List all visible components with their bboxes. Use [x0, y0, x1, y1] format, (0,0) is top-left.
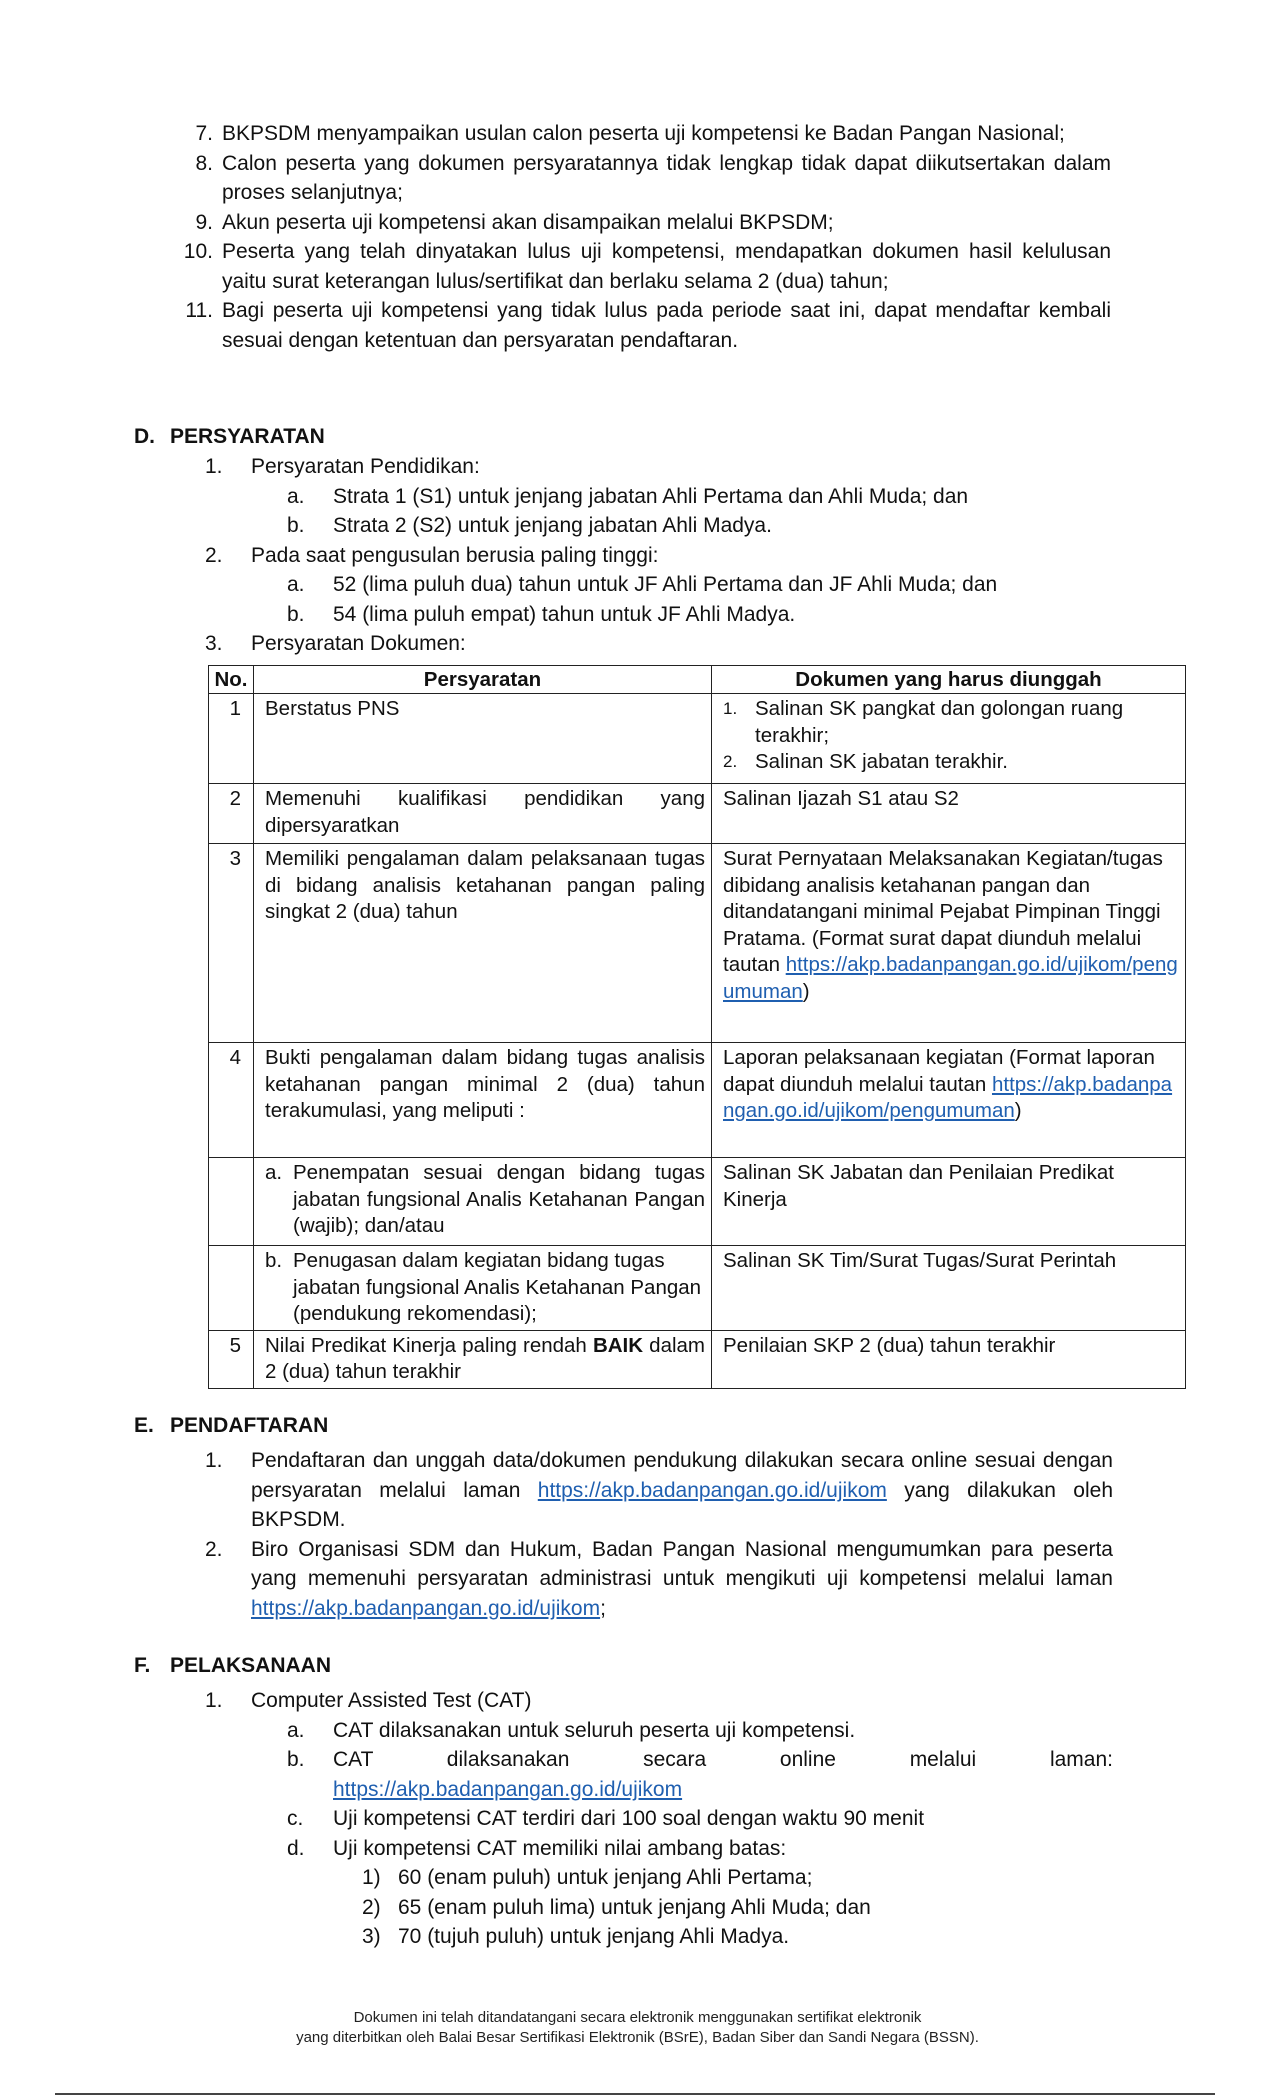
list-item [205, 1686, 1113, 1716]
sub-requirement [265, 1160, 705, 1240]
section-letter: E. [134, 1414, 154, 1437]
threshold-number: 3) [362, 1925, 381, 1948]
sub-item-text-start: CAT dilaksanakan secara online melalui laman: [333, 1748, 1113, 1771]
sub-item-letter: b. [287, 1748, 305, 1771]
sub-requirement-letter: a. [265, 1161, 283, 1184]
documents-cell [712, 844, 1186, 1043]
sub-requirement-letter: b. [265, 1249, 283, 1272]
sub-requirement-text: Penugasan dalam kegiatan bidang tugas jabatan fungsional Analis Ketahanan Pangan (pendukung rekomendasi); [293, 1249, 702, 1325]
row-number: 3 [209, 844, 254, 1043]
section-heading-pelaksanaan [134, 1651, 331, 1681]
list-item [205, 1446, 1113, 1535]
row-number [209, 1246, 254, 1331]
item-text: BKPSDM menyampaikan usulan calon peserta uji kompetensi ke Badan Pangan Nasional; [222, 122, 1065, 145]
list-item [205, 1535, 1113, 1624]
sub-item-letter: d. [287, 1836, 305, 1860]
ujikom-link[interactable]: https://akp.badanpangan.go.id/ujikom [537, 1478, 887, 1502]
sub-requirement [265, 1248, 705, 1328]
table-header-row [209, 666, 1186, 694]
sub-list [287, 1716, 1113, 1952]
pengumuman-link[interactable]: https://akp.badanpangan.go.id/ujikom/pengumuman [723, 1072, 1173, 1122]
section-letter: F. [134, 1654, 151, 1677]
requirement-cell [254, 1246, 712, 1331]
implementation-list [205, 1686, 1113, 1952]
item-number: 8. [195, 151, 213, 175]
section-letter: D. [134, 425, 155, 448]
list-item [205, 452, 1115, 482]
sub-item-letter: a. [287, 573, 305, 596]
threshold-number: 2) [362, 1895, 381, 1919]
document-text: Salinan SK pangkat dan golongan ruang terakhir; [755, 697, 1124, 747]
sub-item [287, 1716, 1113, 1746]
sub-item-text: 52 (lima puluh dua) tahun untuk JF Ahli Pertama dan JF Ahli Muda; dan [333, 573, 998, 596]
document-number: 2. [723, 752, 738, 771]
document-text: Salinan SK jabatan terakhir. [755, 750, 1008, 773]
documents-cell: Salinan Ijazah S1 atau S2 [712, 784, 1186, 844]
item-text: Persyaratan Pendidikan: [251, 455, 480, 478]
requirement-cell: Memiliki pengalaman dalam pelaksanaan tugas di bidang analisis ketahanan pangan paling singkat 2 (dua) tahun [254, 844, 712, 1043]
requirement-cell: Berstatus PNS [254, 694, 712, 784]
table-row [209, 1330, 1186, 1388]
list-item [165, 208, 1111, 238]
item-number: 2. [205, 1537, 223, 1561]
section-heading-pendaftaran [134, 1411, 328, 1441]
sub-item-text: Strata 2 (S2) untuk jenjang jabatan Ahli Madya. [333, 514, 772, 537]
row-number: 5 [209, 1330, 254, 1388]
header-requirement: Persyaratan [254, 666, 712, 694]
item-number: 1. [205, 1689, 223, 1712]
list-item [165, 119, 1111, 149]
document-item [723, 696, 1179, 749]
sub-item-letter: a. [287, 484, 305, 508]
sub-item-text: Strata 1 (S1) untuk jenjang jabatan Ahli Pertama dan Ahli Muda; dan [333, 484, 969, 508]
requirement-text-end: dalam 2 (dua) tahun terakhir [265, 1333, 705, 1383]
item-text: Akun peserta uji kompetensi akan disampaikan melalui BKPSDM; [222, 210, 834, 234]
table-row [209, 784, 1186, 844]
item-text [251, 1446, 1113, 1535]
list-item [165, 296, 1111, 355]
item-number: 2. [205, 543, 223, 567]
item-text: Computer Assisted Test (CAT) [251, 1689, 532, 1712]
threshold-text: 65 (enam puluh lima) untuk jenjang Ahli Muda; dan [398, 1895, 871, 1919]
document-text-end: ) [1014, 1099, 1022, 1122]
sub-list [287, 570, 1115, 629]
section-title: PERSYARATAN [170, 425, 325, 448]
sub-list [287, 482, 1115, 541]
documents-cell: Salinan SK Tim/Surat Tugas/Surat Perintah [712, 1246, 1186, 1331]
footer-divider [55, 2093, 1215, 2095]
document-text: Laporan pelaksanaan kegiatan (Format laporan dapat diunduh melalui tautan [723, 1046, 1155, 1096]
item-number: 11. [185, 299, 213, 322]
requirement-cell [254, 1158, 712, 1246]
list-item [165, 149, 1111, 208]
sub-item-letter: b. [287, 514, 305, 537]
header-no: No. [209, 666, 254, 694]
threshold-item [362, 1863, 1113, 1893]
item-text: Pada saat pengusulan berusia paling tinggi: [251, 543, 659, 567]
section-title: PENDAFTARAN [170, 1414, 329, 1437]
item-number: 1. [205, 1449, 223, 1472]
sub-item [287, 482, 1115, 512]
item-number: 7. [195, 122, 213, 145]
e-signature-footer [0, 2008, 1275, 2048]
ujikom-link[interactable]: https://akp.badanpangan.go.id/ujikom [251, 1596, 601, 1620]
document-text: Surat Pernyataan Melaksanakan Kegiatan/tugas dibidang analisis ketahanan pangan dan ditandatangani minimal Pejabat Pimpinan Tinggi Pratama. (Format surat dapat diunduh melalui tautan [723, 847, 1163, 976]
row-number [209, 1158, 254, 1246]
requirement-text: Nilai Predikat Kinerja paling rendah [265, 1333, 593, 1357]
item-text-end: yang dilakukan oleh BKPSDM. [251, 1478, 1113, 1531]
table-row [209, 1158, 1186, 1246]
item-text: Peserta yang telah dinyatakan lulus uji kompetensi, mendapatkan dokumen hasil kelulusan yaitu surat keterangan lulus/sertifikat dan berlaku selama 2 (dua) tahun; [222, 240, 1111, 293]
ujikom-link[interactable]: https://akp.badanpangan.go.id/ujikom [333, 1777, 683, 1801]
sub-item-text: Uji kompetensi CAT terdiri dari 100 soal dengan waktu 90 menit [333, 1807, 925, 1830]
row-number: 1 [209, 694, 254, 784]
list-item [205, 541, 1115, 571]
threshold-item [362, 1922, 1113, 1952]
list-item [205, 629, 1115, 659]
sub-item-letter: c. [287, 1807, 304, 1830]
sub-item [287, 511, 1115, 541]
documents-cell: Penilaian SKP 2 (dua) tahun terakhir [712, 1330, 1186, 1388]
table-row [209, 1043, 1186, 1158]
section-title: PELAKSANAAN [170, 1654, 332, 1677]
sub-item [287, 570, 1115, 600]
footer-line: yang diterbitkan oleh Balai Besar Sertifikasi Elektronik (BSrE), Badan Siber dan Sandi Negara (BSSN). [296, 2029, 979, 2046]
documents-cell [712, 1043, 1186, 1158]
sub-item-text: 54 (lima puluh empat) tahun untuk JF Ahli Madya. [333, 602, 796, 626]
threshold-text: 60 (enam puluh) untuk jenjang Ahli Pertama; [398, 1866, 813, 1889]
document-item [723, 749, 1179, 776]
sub-requirement-text: Penempatan sesuai dengan bidang tugas jabatan fungsional Analis Ketahanan Pangan (wajib); dan/atau [293, 1161, 705, 1237]
requirements-list [205, 452, 1115, 659]
pengumuman-link[interactable]: https://akp.badanpangan.go.id/ujikom/pengumuman [723, 953, 1178, 1003]
item-text: Calon peserta yang dokumen persyaratannya tidak lengkap tidak dapat diikutsertakan dalam proses selanjutnya; [222, 151, 1111, 204]
item-number: 9. [195, 210, 213, 234]
item-number: 10. [183, 240, 213, 263]
item-text: Bagi peserta uji kompetensi yang tidak lulus pada periode saat ini, dapat mendaftar kembali sesuai dengan ketentuan dan persyaratan pendaftaran. [222, 299, 1111, 352]
documents-cell: Salinan SK Jabatan dan Penilaian Predikat Kinerja [712, 1158, 1186, 1246]
sub-item [287, 600, 1115, 630]
requirements-table [208, 665, 1186, 1389]
list-item [165, 237, 1111, 296]
sub-item-letter: a. [287, 1718, 305, 1742]
item-text-end: ; [600, 1596, 606, 1620]
sub-item-text [333, 1745, 1113, 1804]
item-number: 1. [205, 455, 223, 478]
documents-cell [712, 694, 1186, 784]
item-text [251, 1535, 1113, 1624]
document-number: 1. [723, 699, 738, 718]
table-row [209, 694, 1186, 784]
sub-item [287, 1804, 1113, 1834]
row-number: 2 [209, 784, 254, 844]
registration-list [205, 1446, 1113, 1623]
requirement-cell [254, 1330, 712, 1388]
item-number: 3. [205, 632, 223, 655]
procedure-list [165, 119, 1111, 355]
threshold-item [362, 1893, 1113, 1923]
header-documents: Dokumen yang harus diunggah [712, 666, 1186, 694]
section-heading-persyaratan [134, 422, 325, 452]
sub-item [287, 1834, 1113, 1864]
document-text-end: ) [802, 979, 810, 1003]
sub-item-text: CAT dilaksanakan untuk seluruh peserta uji kompetensi. [333, 1718, 856, 1742]
sub-item-letter: b. [287, 602, 305, 626]
requirement-emphasis: BAIK [592, 1333, 644, 1357]
threshold-text: 70 (tujuh puluh) untuk jenjang Ahli Madya. [398, 1925, 790, 1948]
item-text-start: Pendaftaran dan unggah data/dokumen pendukung dilakukan secara online sesuai dengan persyaratan melalui laman [251, 1449, 1113, 1502]
footer-line: Dokumen ini telah ditandatangani secara elektronik menggunakan sertifikat elektronik [353, 2009, 922, 2026]
row-number: 4 [209, 1043, 254, 1158]
table-row [209, 1246, 1186, 1331]
threshold-list [362, 1863, 1113, 1952]
sub-item-text: Uji kompetensi CAT memiliki nilai ambang batas: [333, 1836, 787, 1860]
requirement-cell: Bukti pengalaman dalam bidang tugas analisis ketahanan pangan minimal 2 (dua) tahun terakumulasi, yang meliputi : [254, 1043, 712, 1158]
item-text: Persyaratan Dokumen: [251, 632, 466, 655]
threshold-number: 1) [362, 1866, 381, 1889]
table-row [209, 844, 1186, 1043]
requirement-cell: Memenuhi kualifikasi pendidikan yang dipersyaratkan [254, 784, 712, 844]
sub-item [287, 1745, 1113, 1804]
item-text-start: Biro Organisasi SDM dan Hukum, Badan Pangan Nasional mengumumkan para peserta yang memenuhi persyaratan administrasi untuk mengikuti uji kompetensi melalui laman [251, 1537, 1113, 1590]
